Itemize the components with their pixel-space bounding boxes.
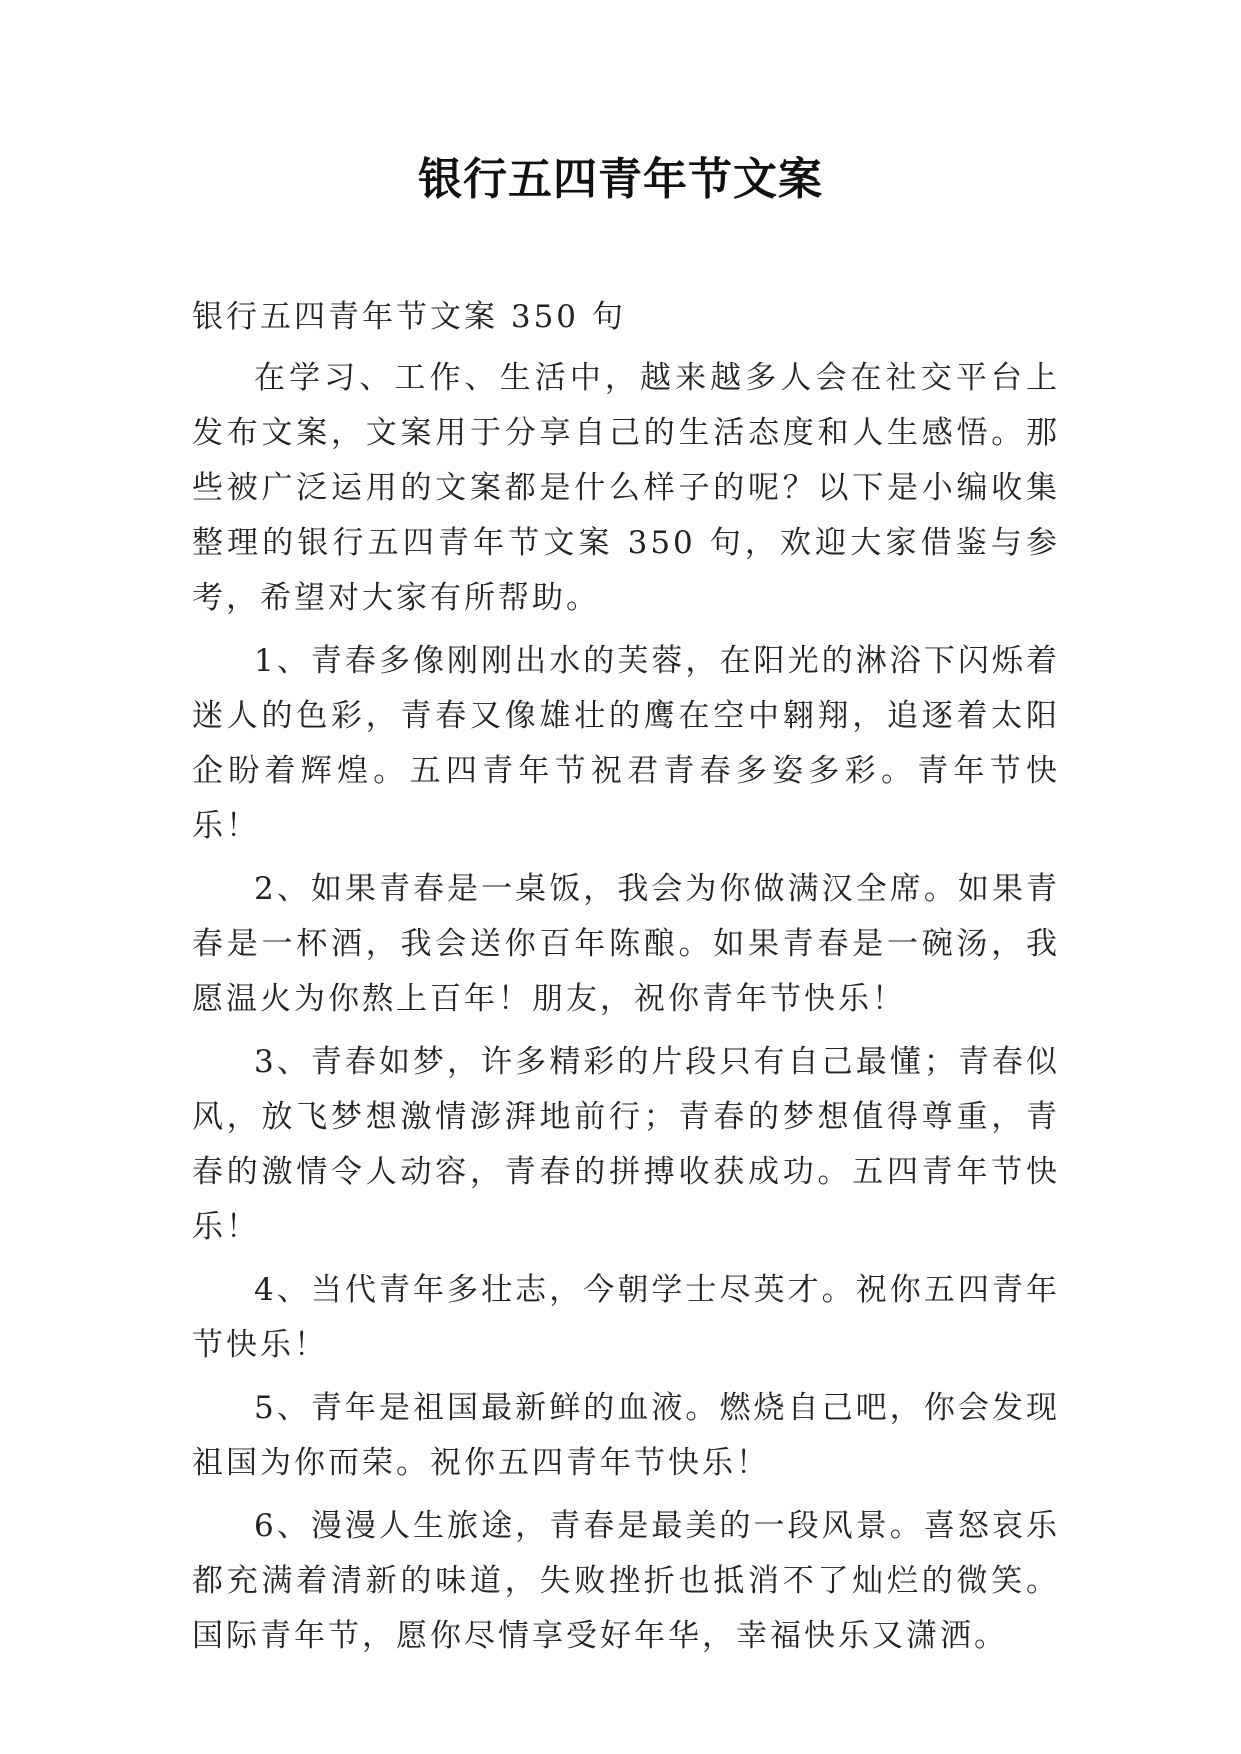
wish-paragraph-3: 3、青春如梦，许多精彩的片段只有自己最懂；青春似风，放飞梦想激情澎湃地前行；青春的梦想值得尊重，青春的激情令人动容，青春的拼搏收获成功。五四青年节快乐！ (192, 1044, 1060, 1245)
wish-paragraph-5: 5、青年是祖国最新鲜的血液。燃烧自己吧，你会发现祖国为你而荣。祝你五四青年节快乐！ (192, 1390, 1060, 1481)
wish-paragraph-2: 2、如果青春是一桌饭，我会为你做满汉全席。如果青春是一杯酒，我会送你百年陈酿。如果青春是一碗汤，我愿温火为你熬上百年！朋友，祝你青年节快乐！ (192, 871, 1060, 1017)
wish-paragraph-1: 1、青春多像刚刚出水的芙蓉，在阳光的淋浴下闪烁着迷人的色彩，青春又像雄壮的鹰在空中翱翔，追逐着太阳企盼着辉煌。五四青年节祝君青春多姿多彩。青年节快乐！ (192, 643, 1060, 844)
wish-paragraph-6: 6、漫漫人生旅途，青春是最美的一段风景。喜怒哀乐都充满着清新的味道，失败挫折也抵消不了灿烂的微笑。国际青年节，愿你尽情享受好年华，幸福快乐又潇洒。 (192, 1508, 1060, 1654)
wish-paragraph-4: 4、当代青年多壮志，今朝学士尽英才。祝你五四青年节快乐！ (192, 1272, 1060, 1363)
document-title: 银行五四青年节文案 (418, 154, 823, 205)
intro-paragraph: 在学习、工作、生活中，越来越多人会在社交平台上发布文案，文案用于分享自己的生活态度和人生感悟。那些被广泛运用的文案都是什么样子的呢？以下是小编收集整理的银行五四青年节文案 350 句，欢迎大家借鉴与参考，希望对大家有所帮助。 (192, 360, 1060, 616)
document-subtitle: 银行五四青年节文案 350 句 (192, 299, 626, 335)
document-body (192, 290, 1060, 1672)
